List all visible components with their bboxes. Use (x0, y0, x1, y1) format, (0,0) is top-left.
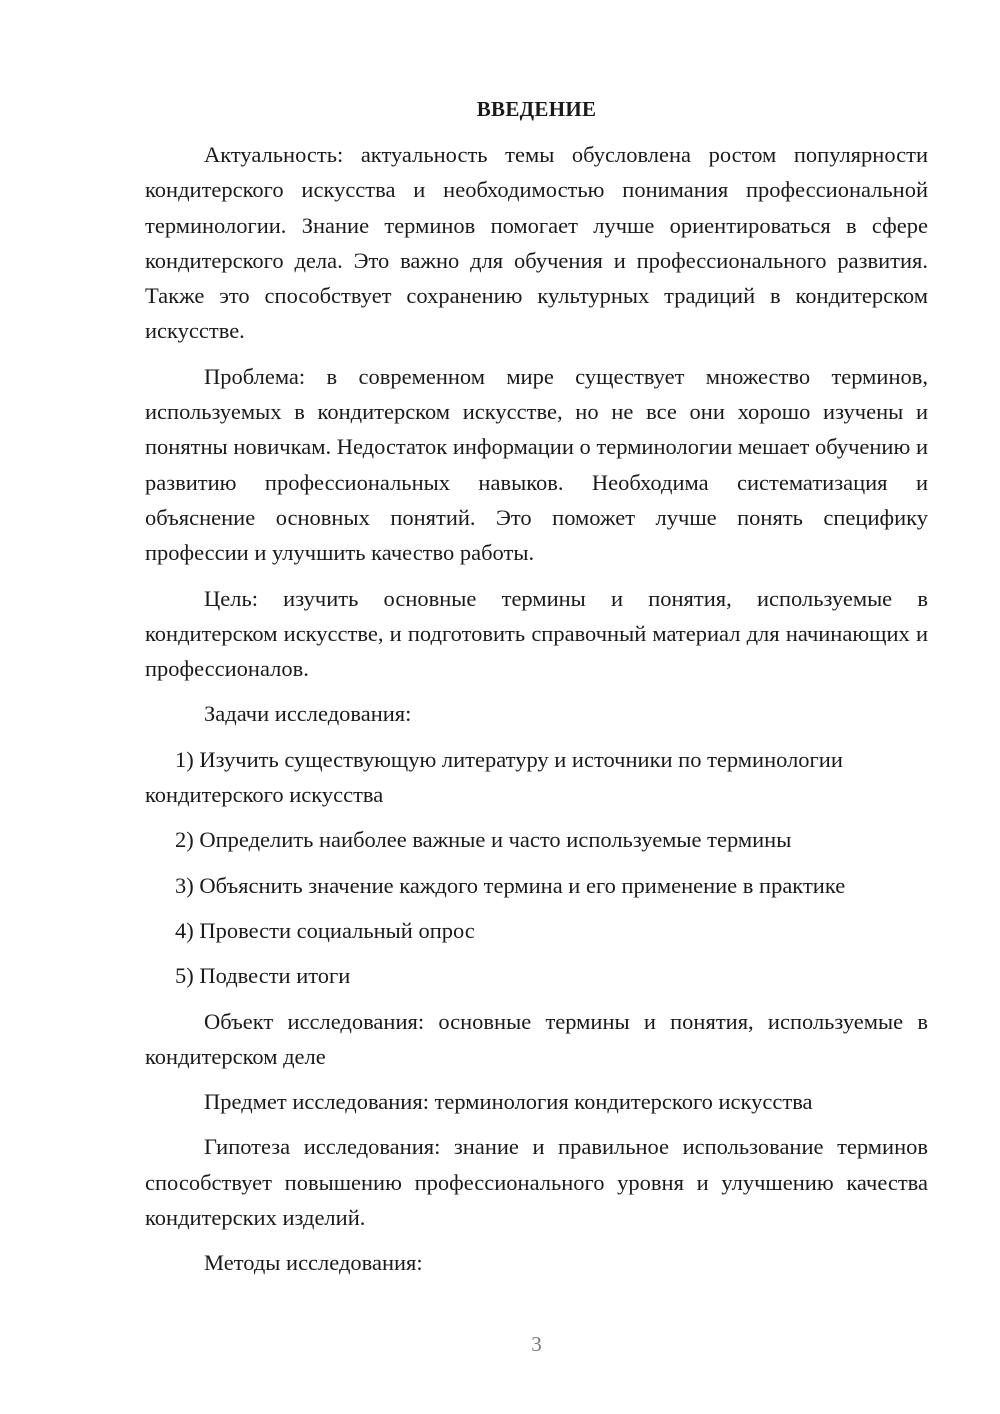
task-item-2: 2) Определить наиболее важные и часто используемые термины (175, 827, 792, 853)
task-item-3: 3) Объяснить значение каждого термина и его применение в практике (175, 872, 846, 898)
paragraph-goal: Цель: изучить основные термины и понятия, используемые в кондитерском искусстве, и подготовить справочный материал для начинающих и профессионалов. (145, 585, 928, 682)
paragraph-hypothesis: Гипотеза исследования: знание и правильное использование терминов способствует повышению профессионального уровня и улучшению качества кондитерских изделий. (145, 1134, 928, 1231)
paragraph-subject: Предмет исследования: терминология кондитерского искусства (204, 1089, 813, 1115)
paragraph-methods: Методы исследования: (204, 1250, 423, 1276)
document-page (145, 92, 928, 1291)
page-number: 3 (531, 1332, 542, 1356)
paragraph-tasks-heading: Задачи исследования: (204, 701, 412, 727)
task-item-1: 1) Изучить существующую литературу и источники по терминологии кондитерского искусства (145, 746, 843, 808)
task-item-5: 5) Подвести итоги (175, 963, 351, 989)
paragraph-relevance: Актуальность: актуальность темы обусловлена ростом популярности кондитерского искусства и необходимостью понимания профессиональной терминологии. Знание терминов помогает лучше ориентироваться в сфере кондитерского дела. Это важно для обучения и профессионального развития. Также это способствует сохранению культурных традиций в кондитерском искусстве. (145, 142, 928, 344)
paragraph-problem: Проблема: в современном мире существует множество терминов, используемых в кондитерском искусстве, но не все они хорошо изучены и понятны новичкам. Недостаток информации о терминологии мешает обучению и развитию профессиональных навыков. Необходима систематизация и объяснение основных понятий. Это поможет лучше понять специфику профессии и улучшить качество работы. (145, 363, 928, 566)
task-item-4: 4) Провести социальный опрос (175, 917, 475, 943)
paragraph-object: Объект исследования: основные термины и понятия, используемые в кондитерском деле (145, 1008, 928, 1069)
document-title: ВВЕДЕНИЕ (476, 97, 597, 121)
